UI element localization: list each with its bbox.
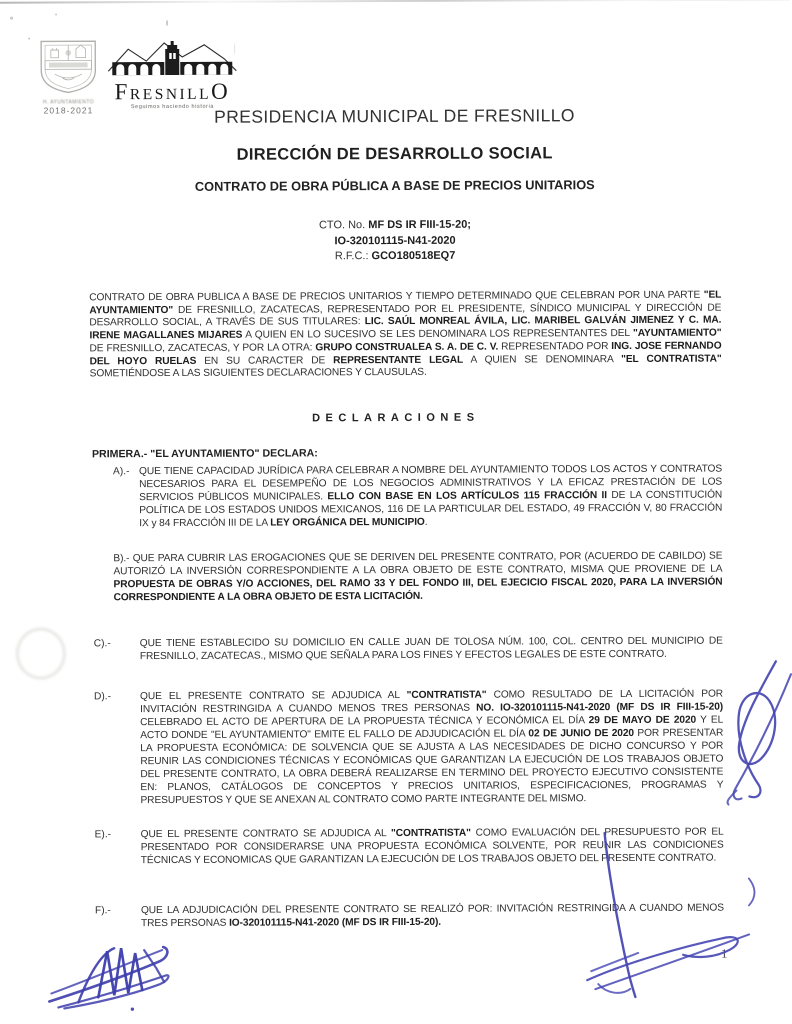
- page-title: PRESIDENCIA MUNICIPAL DE FRESNILLO: [214, 105, 575, 127]
- scan-speck: [55, 13, 57, 15]
- pen-arc-mark: [749, 878, 755, 905]
- scan-speck: [166, 20, 168, 26]
- item-label: E).-: [94, 829, 112, 841]
- declaration-item-a: [113, 463, 722, 531]
- contract-number-line: CTO. No. MF DS IR FIII-15-20;: [318, 218, 471, 232]
- tender-number-line: IO-320101115-N41-2020: [334, 234, 456, 247]
- item-label: C).-: [93, 638, 111, 650]
- shield-term-label: 2018-2021: [43, 105, 94, 116]
- scan-speck: [10, 17, 13, 20]
- item-text: QUE EL PRESENTE CONTRATO SE ADJUDICA AL "CONTRATISTA" COMO EVALUACIÓN DEL PRESUPUESTO POR EL PRESENTADO POR CONSIDERARSE UNA PROPUESTA ECONÓMICA SOLVENTE, POR REUNIR LAS CONDICIONES TÉCNICAS Y ECONOMICAS QUE GARANTIZAN LA EJECUCIÓN DE LOS TRABAJOS OBJETO DEL PRESENTE CONTRATO.: [140, 826, 724, 867]
- declaration-item-e: [95, 826, 724, 868]
- page-number: 1: [721, 946, 728, 961]
- item-text: QUE TIENE ESTABLECIDO SU DOMICILIO EN CALLE JUAN DE TOLOSA NÚM. 100, COL. CENTRO DEL MUNICIPIO DE FRESNILLO, ZACATECAS., MISMO QUE SEÑALA PARA LOS FINES Y EFECTOS LEGALES DE ESTE CONTRATO.: [139, 635, 723, 663]
- fresnillo-logo: [102, 39, 242, 111]
- contract-intro-paragraph: CONTRATO DE OBRA PUBLICA A BASE DE PRECIOS UNITARIOS Y TIEMPO DETERMINADO QUE CELEBRAN POR UNA PARTE "EL AYUNTAMIENTO" DE FRESNILLO, ZACATECAS, REPRESENTADO POR EL PRESIDENTE, SÍNDICO MUNICIPAL Y DIRECCIÓN DE DESARROLLO SOCIAL, A TRAVÉS DE SUS TITULARES: LIC. SAÚL MONREAL ÁVILA, LIC. MARIBEL GALVÁN JIMENEZ Y C. MA. IRENE MAGALLANES MIJARES A QUIEN EN LO SUCESIVO SE LES DENOMINARA LOS REPRESENTANTES DEL "AYUNTAMIENTO" DE FRESNILLO, ZACATECAS, Y POR LA OTRA: GRUPO CONSTRUALEA S. A. DE C. V. REPRESENTADO POR ING. JOSE FERNANDO DEL HOYO RUELAS EN SU CARACTER DE REPRESENTANTE LEGAL A QUIEN SE DENOMINARA "EL CONTRATISTA" SOMETIÉNDOSE A LAS SIGUIENTES DECLARACIONES Y CLAUSULAS.: [89, 289, 722, 380]
- fresnillo-tagline: Seguimos haciendo historia: [130, 103, 215, 111]
- contract-type-title: CONTRATO DE OBRA PÚBLICA A BASE DE PRECIOS UNITARIOS: [194, 177, 595, 194]
- declaration-item-d: [94, 688, 724, 808]
- margin-scribble-signature: [727, 661, 792, 804]
- declaration-item-b: [113, 550, 722, 605]
- declaration-item-c: [94, 635, 723, 664]
- item-text: QUE EL PRESENTE CONTRATO SE ADJUDICA AL "CONTRATISTA" COMO RESULTADO DE LA LICITACIÓN POR INVITACIÓN RESTRINGIDA A CUANDO MENOS TRES PERSONAS NO. IO-320101115-N41-2020 (MF DS IR FIII-15-20) CELEBRADO EL ACTO DE APERTURA DE LA PROPUESTA TÉCNICA Y ECONÓMICA EL DÍA 29 DE MAYO DE 2020 Y EL ACTO DONDE "EL AYUNTAMIENTO" EMITE EL FALLO DE ADJUDICACIÓN EL DÍA 02 DE JUNIO DE 2020 POR PRESENTAR LA PROPUESTA ECONÓMICA: DE SOLVENCIA QUE SE AJUSTA A LAS NECESIDADES DE DICHO CONCURSO Y POR REUNIR LAS CONDICIONES TÉCNICAS Y ECONÓMICAS QUE GARANTIZAN LA EJECUCIÓN DE LOS TRABAJOS OBJETO DEL PRESENTE CONTRATO, LA OBRA DEBERÁ REALIZARSE EN TERMINO DEL PROYECTO EJECUTIVO CONSISTENTE EN: PLANOS, CATÁLOGOS DE CONCEPTOS Y PRECIOS UNITARIOS, ESPECIFICACIONES, PROGRAMAS Y PRESUPUESTOS Y QUE SE ANEXAN AL CONTRATO COMO PARTE INTEGRANTE DEL MISMO.: [140, 688, 724, 807]
- contract-reference-block: [0, 216, 791, 266]
- signature-bottom-left: [49, 947, 168, 1011]
- declarations-heading: DECLARACIONES: [312, 411, 480, 425]
- municipal-shield-logo: [26, 37, 110, 115]
- hole-punch-mark: [16, 627, 66, 679]
- department-title: DIRECCIÓN DE DESARROLLO SOCIAL: [236, 144, 553, 164]
- shield-icon: [32, 37, 104, 93]
- item-label: A).-: [113, 466, 130, 478]
- rfc-line: R.F.C.: GCO180518EQ7: [334, 249, 456, 263]
- item-text: QUE TIENE CAPACIDAD JURÍDICA PARA CELEBRAR A NOMBRE DEL AYUNTAMIENTO TODOS LOS ACTOS Y CONTRATOS NECESARIOS PARA EL DESEMPEÑO DE LOS NEGOCIOS ADMINISTRATIVOS Y LA EFICAZ PRESTACIÓN DE LOS SERVICIOS PÚBLICOS MUNICIPALES. ELLO CON BASE EN LOS ARTÍCULOS 115 FRACCIÓN II DE LA CONSTITUCIÓN POLÍTICA DE LOS ESTADOS UNIDOS MEXICANOS, 116 DE LA PARTICULAR DEL ESTADO, 49 FRACCIÓN V, 80 FRACCIÓN IX y 84 FRACCIÓN III DE LA LEY ORGÁNICA DEL MUNICIPIO.: [139, 463, 723, 530]
- item-text: B).- QUE PARA CUBRIR LAS EROGACIONES QUE SE DERIVEN DEL PRESENTE CONTRATO, POR (ACUERDO DE CABILDO) SE AUTORIZÓ LA INVERSIÓN CORRESPONDIENTE A LA OBRA OBJETO DE ESTE CONTRATO, MISMA QUE PROVIENE DE LA PROPUESTA DE OBRAS Y/O ACCIONES, DEL RAMO 33 Y DEL FONDO III, DEL EJECICIO FISCAL 2020, PARA LA INVERSIÓN CORRESPONDIENTE A LA OBRA OBJETO DE ESTA LICITACIÓN.: [113, 550, 723, 604]
- item-label: F).-: [94, 905, 111, 917]
- fresnillo-skyline-icon: [106, 39, 238, 80]
- declaration-item-f: [95, 902, 724, 931]
- item-text: QUE LA ADJUDICACIÓN DEL PRESENTE CONTRATO SE REALIZÓ POR: INVITACIÓN RESTRINGIDA A CUANDO MENOS TRES PERSONAS IO-320101115-N41-2020 (MF DS IR FIII-15-20).: [140, 902, 724, 930]
- scan-edge-artifact: [0, 0, 790, 4]
- first-declaration-heading: PRIMERA.- "EL AYUNTAMIENTO" DECLARA:: [91, 447, 318, 461]
- shield-fine-print: H. AYUNTAMIENTO: [42, 99, 94, 106]
- signature-bottom-right: [587, 934, 749, 993]
- item-label: D).-: [94, 691, 112, 703]
- fresnillo-wordmark: FRESNILLO: [114, 78, 231, 105]
